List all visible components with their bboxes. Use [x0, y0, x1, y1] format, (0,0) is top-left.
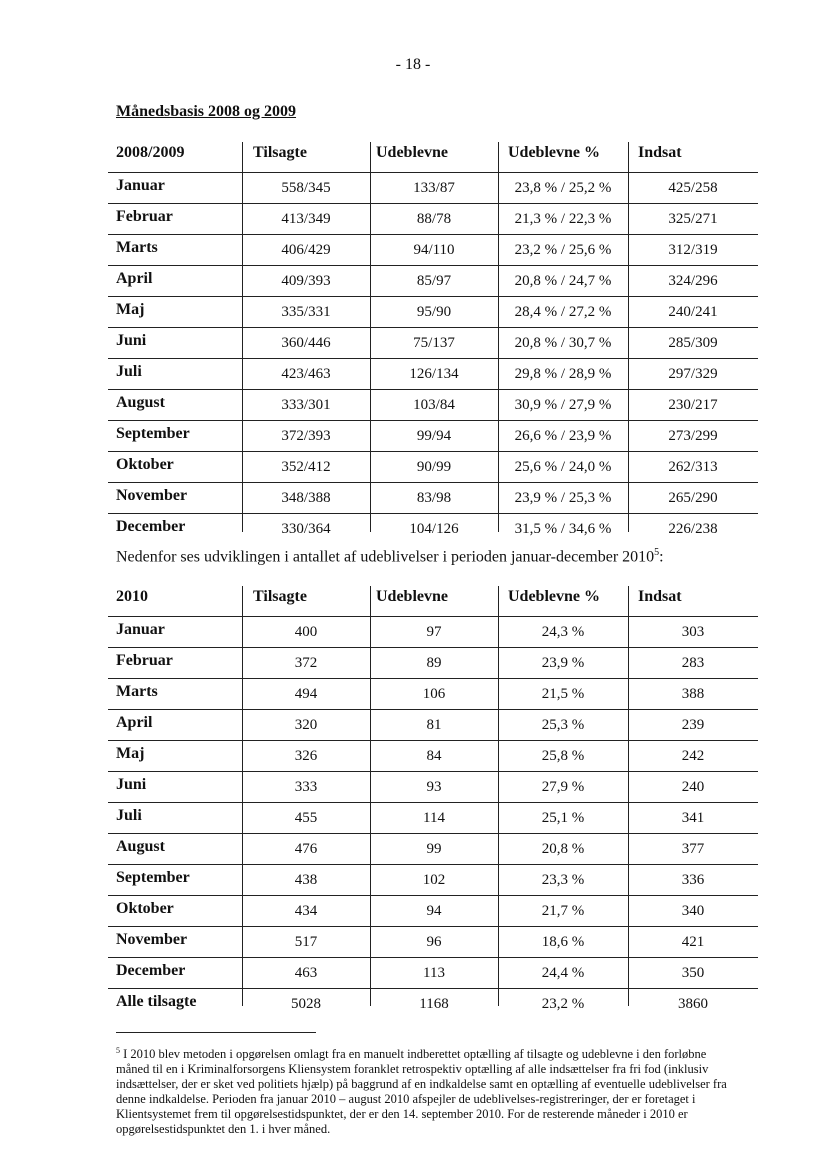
table-cell: 326 [294, 748, 318, 764]
table-cell: 96 [426, 934, 442, 950]
row-label: Marts [116, 683, 158, 700]
row-label: Juni [116, 332, 147, 349]
table-cell: 23,3 % [541, 872, 585, 888]
table-cell: 23,2 % / 25,6 % [514, 242, 612, 258]
table-cell: 102 [422, 872, 446, 888]
table-row [108, 710, 758, 741]
table-cell: 89 [426, 655, 442, 671]
table-cell: 25,6 % / 24,0 % [514, 459, 612, 475]
table-cell: 24,4 % [541, 965, 585, 981]
table-cell: 360/446 [281, 335, 331, 351]
table-cell: 104/126 [409, 521, 459, 537]
table-cell: 320 [294, 717, 318, 733]
table-cell: 20,8 % / 24,7 % [514, 273, 612, 289]
table-cell: 463 [294, 965, 318, 981]
table-cell: 262/313 [668, 459, 718, 475]
table-cell: 25,8 % [541, 748, 585, 764]
row-label: Januar [116, 621, 165, 638]
row-label: September [116, 869, 190, 886]
column-divider [498, 142, 499, 532]
column-divider [242, 586, 243, 1006]
table-row [108, 927, 758, 958]
footnote-divider [116, 1032, 316, 1033]
table-cell: 377 [681, 841, 705, 857]
table-cell: 20,8 % [541, 841, 585, 857]
column-header: Indsat [638, 144, 682, 161]
table-cell: 93 [426, 779, 442, 795]
table-cell: 30,9 % / 27,9 % [514, 397, 612, 413]
row-label: Juli [116, 807, 142, 824]
table-row [108, 865, 758, 896]
column-divider [498, 586, 499, 1006]
table-2010 [108, 586, 758, 1019]
row-label: December [116, 518, 186, 535]
table-cell: 336 [681, 872, 705, 888]
table-row [108, 803, 758, 834]
row-label: Juli [116, 363, 142, 380]
row-label: April [116, 714, 153, 731]
table-cell: 31,5 % / 34,6 % [514, 521, 612, 537]
table-cell: 230/217 [668, 397, 718, 413]
table-cell: 413/349 [281, 211, 331, 227]
table-cell: 23,8 % / 25,2 % [514, 180, 612, 196]
table-header [108, 142, 758, 172]
table-cell: 333 [294, 779, 318, 795]
table-cell: 494 [294, 686, 318, 702]
column-divider [370, 586, 371, 1006]
table-cell: 84 [426, 748, 442, 764]
table-cell: 23,2 % [541, 996, 585, 1012]
row-label: Oktober [116, 456, 174, 473]
table-cell: 423/463 [281, 366, 331, 382]
table-cell: 103/84 [413, 397, 455, 413]
table-cell: 330/364 [281, 521, 331, 537]
table-cell: 106 [422, 686, 446, 702]
table-cell: 239 [681, 717, 705, 733]
table-cell: 406/429 [281, 242, 331, 258]
page-number: - 18 - [395, 56, 431, 73]
table-cell: 90/99 [416, 459, 452, 475]
table-cell: 88/78 [416, 211, 452, 227]
table-cell: 438 [294, 872, 318, 888]
column-divider [242, 142, 243, 532]
table-cell: 5028 [291, 996, 321, 1012]
column-header: Udeblevne % [508, 144, 600, 161]
table-cell: 83/98 [416, 490, 452, 506]
table-cell: 3860 [678, 996, 708, 1012]
row-label: Juni [116, 776, 147, 793]
footnote-text: I 2010 blev metoden i opgørelsen omlagt fra en manuelt indberettet optælling af tilsagte og udeblevne i den forløbne måned til en i Kriminalforsorgens Kliensystem foranklet retrospektiv optælling af alle indsættelser fra fri fod (inklusiv indsættelser, der er sket ved politiets hjælp) på baggrund af en indkaldelse samt en optælling af eventuelle udeblivelser fra denne indkaldelse. Perioden fra januar 2010 – august 2010 afspejler de udeblivelses-registreringer, der er foretaget i Klientsystemet frem til opgørelsestidspunktet, der er den 14. september 2010. For de resterende måneder i 2010 er opgørelsestidspunktet den 1. i hver måned. [116, 1047, 727, 1137]
table-cell: 421 [681, 934, 705, 950]
table-cell: 21,7 % [541, 903, 585, 919]
table-row [108, 328, 758, 359]
table-cell: 335/331 [281, 304, 331, 320]
table-cell: 325/271 [668, 211, 718, 227]
column-divider [628, 142, 629, 532]
intro-sentence: Nedenfor ses udviklingen i antallet af udeblivelser i perioden januar-december 2010 [116, 548, 655, 566]
table-cell: 476 [294, 841, 318, 857]
table-cell: 99 [426, 841, 442, 857]
table-cell: 25,3 % [541, 717, 585, 733]
table-cell: 20,8 % / 30,7 % [514, 335, 612, 351]
table-cell: 434 [294, 903, 318, 919]
table-cell: 455 [294, 810, 318, 826]
table-cell: 29,8 % / 28,9 % [514, 366, 612, 382]
row-label: Februar [116, 652, 173, 669]
table-cell: 95/90 [416, 304, 452, 320]
column-header: Udeblevne [376, 144, 448, 161]
column-header: Udeblevne [376, 588, 448, 605]
footnote-marker: 5 [116, 1046, 120, 1055]
table-cell: 333/301 [281, 397, 331, 413]
table-cell: 18,6 % [541, 934, 585, 950]
table-cell: 372 [294, 655, 318, 671]
row-label: August [116, 394, 165, 411]
table-cell: 99/94 [416, 428, 452, 444]
table-cell: 126/134 [409, 366, 459, 382]
table-cell: 283 [681, 655, 705, 671]
table-row [108, 172, 758, 204]
section-heading: Månedsbasis 2008 og 2009 [116, 103, 297, 120]
table-cell: 27,9 % [541, 779, 585, 795]
table-row [108, 421, 758, 452]
table-row [108, 452, 758, 483]
table-cell: 324/296 [668, 273, 718, 289]
table-header [108, 586, 758, 616]
column-header: Tilsagte [253, 588, 307, 605]
footnote-reference: 5 [654, 547, 660, 558]
table-cell: 97 [426, 624, 442, 640]
column-header: 2010 [116, 588, 148, 605]
table-cell: 400 [294, 624, 318, 640]
table-cell: 21,3 % / 22,3 % [514, 211, 612, 227]
table-row [108, 958, 758, 989]
table-row [108, 896, 758, 927]
table-row [108, 741, 758, 772]
table-cell: 517 [294, 934, 318, 950]
table-row [108, 648, 758, 679]
table-row [108, 297, 758, 328]
row-label: November [116, 487, 188, 504]
table-cell: 409/393 [281, 273, 331, 289]
table-row [108, 390, 758, 421]
column-divider [370, 142, 371, 532]
table-cell: 265/290 [668, 490, 718, 506]
table-2008-2009 [108, 142, 758, 544]
table-cell: 85/97 [416, 273, 452, 289]
table-cell: 94 [426, 903, 442, 919]
column-header: Udeblevne % [508, 588, 600, 605]
table-row [108, 989, 758, 1019]
row-label: September [116, 425, 190, 442]
table-cell: 341 [681, 810, 705, 826]
table-cell: 242 [681, 748, 705, 764]
column-header: Indsat [638, 588, 682, 605]
table-cell: 348/388 [281, 490, 331, 506]
column-header: Tilsagte [253, 144, 307, 161]
table-cell: 303 [681, 624, 705, 640]
table-cell: 133/87 [413, 180, 455, 196]
table-cell: 75/137 [413, 335, 455, 351]
table-row [108, 204, 758, 235]
table-row [108, 483, 758, 514]
table-row [108, 616, 758, 648]
row-label: Februar [116, 208, 173, 225]
table-cell: 81 [426, 717, 442, 733]
table-cell: 21,5 % [541, 686, 585, 702]
column-divider [628, 586, 629, 1006]
table-row [108, 266, 758, 297]
row-label: November [116, 931, 188, 948]
row-label: December [116, 962, 186, 979]
table-cell: 26,6 % / 23,9 % [514, 428, 612, 444]
table-cell: 285/309 [668, 335, 718, 351]
table-row [108, 514, 758, 544]
table-cell: 113 [423, 965, 445, 981]
table-cell: 24,3 % [541, 624, 585, 640]
table-row [108, 235, 758, 266]
table-cell: 25,1 % [541, 810, 585, 826]
table-cell: 372/393 [281, 428, 331, 444]
intro-text [116, 547, 664, 566]
intro-colon: : [659, 548, 664, 566]
table-cell: 23,9 % [541, 655, 585, 671]
table-cell: 312/319 [668, 242, 718, 258]
row-label: Oktober [116, 900, 174, 917]
table-cell: 240/241 [668, 304, 718, 320]
table-cell: 28,4 % / 27,2 % [514, 304, 612, 320]
table-cell: 273/299 [668, 428, 718, 444]
row-label: Maj [116, 745, 145, 762]
table-cell: 240 [681, 779, 705, 795]
column-header: 2008/2009 [116, 144, 185, 161]
table-row [108, 359, 758, 390]
table-cell: 388 [681, 686, 705, 702]
table-row [108, 679, 758, 710]
row-label: Marts [116, 239, 158, 256]
table-cell: 23,9 % / 25,3 % [514, 490, 612, 506]
footnote [116, 1043, 736, 1137]
row-label: August [116, 838, 165, 855]
row-label: April [116, 270, 153, 287]
table-row [108, 834, 758, 865]
row-label: Maj [116, 301, 145, 318]
table-cell: 558/345 [281, 180, 331, 196]
table-cell: 226/238 [668, 521, 718, 537]
table-cell: 340 [681, 903, 705, 919]
row-label: Januar [116, 177, 165, 194]
row-label: Alle tilsagte [116, 993, 197, 1010]
table-row [108, 772, 758, 803]
table-cell: 350 [681, 965, 705, 981]
table-cell: 352/412 [281, 459, 331, 475]
table-cell: 1168 [419, 996, 449, 1012]
table-cell: 94/110 [413, 242, 455, 258]
table-cell: 425/258 [668, 180, 718, 196]
table-cell: 297/329 [668, 366, 718, 382]
table-cell: 114 [423, 810, 445, 826]
